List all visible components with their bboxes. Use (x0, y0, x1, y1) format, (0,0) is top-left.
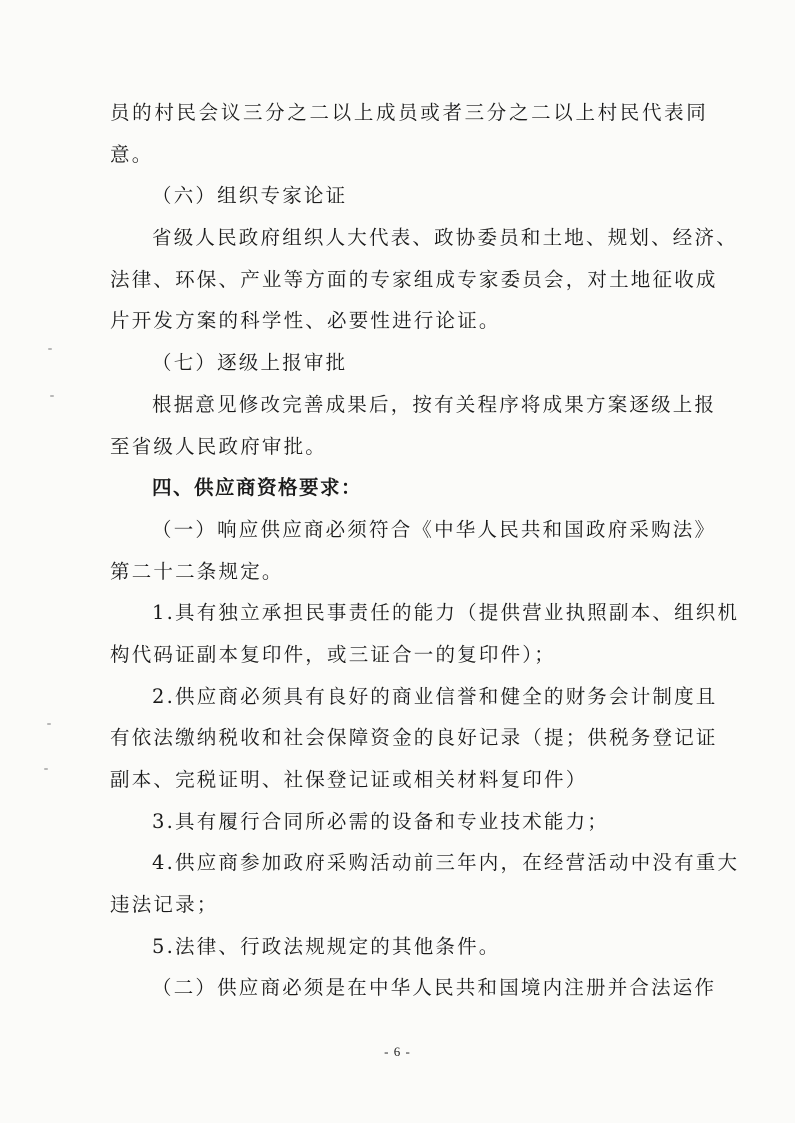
section-heading: 四、供应商资格要求： (152, 476, 363, 500)
list-item-line: 5.法律、行政法规规定的其他条件。 (152, 934, 501, 958)
body-line: 第二十二条规定。 (110, 559, 284, 583)
body-line: （二）供应商必须是在中华人民共和国境内注册并合法运作 (152, 976, 717, 1000)
body-line: 意。 (110, 142, 154, 166)
list-item-line: 4.供应商参加政府采购活动前三年内，在经营活动中没有重大 (152, 851, 740, 875)
section-subheading: （七）逐级上报审批 (152, 351, 348, 375)
body-line: 根据意见修改完善成果后，按有关程序将成果方案逐级上报 (152, 392, 717, 416)
body-line: （一）响应供应商必须符合《中华人民共和国政府采购法》 (152, 517, 717, 541)
list-item-line: 副本、完税证明、社保登记证或相关材料复印件） (110, 768, 588, 791)
page-number: - 6 - (384, 1044, 411, 1059)
document-body (110, 92, 740, 1009)
scan-speck (50, 395, 54, 397)
body-line: 员的村民会议三分之二以上成员或者三分之二以上村民代表同 (110, 101, 708, 124)
body-line: 片开发方案的科学性、必要性进行论证。 (110, 309, 501, 333)
body-line: 至省级人民政府审批。 (110, 434, 328, 458)
list-item-line: 2.供应商必须具有良好的商业信誉和健全的财务会计制度且 (152, 684, 718, 708)
list-item-line: 3.具有履行合同所必需的设备和专业技术能力； (152, 809, 610, 833)
body-line: 法律、环保、产业等方面的专家组成专家委员会，对土地征收成 (110, 267, 718, 291)
section-subheading: （六）组织专家论证 (152, 184, 348, 208)
scan-speck (47, 723, 51, 725)
scan-speck (48, 348, 52, 350)
scan-speck (44, 768, 48, 770)
list-item-line: 构代码证副本复印件，或三证合一的复印件）； (110, 642, 556, 666)
body-line: 省级人民政府组织人大代表、政协委员和土地、规划、经济、 (152, 226, 738, 250)
list-item-line: 违法记录； (110, 893, 219, 917)
list-item-line: 有依法缴纳税收和社会保障资金的良好记录（提；供税务登记证 (110, 726, 718, 750)
list-item-line: 1.具有独立承担民事责任的能力（提供营业执照副本、组织机 (152, 601, 740, 625)
